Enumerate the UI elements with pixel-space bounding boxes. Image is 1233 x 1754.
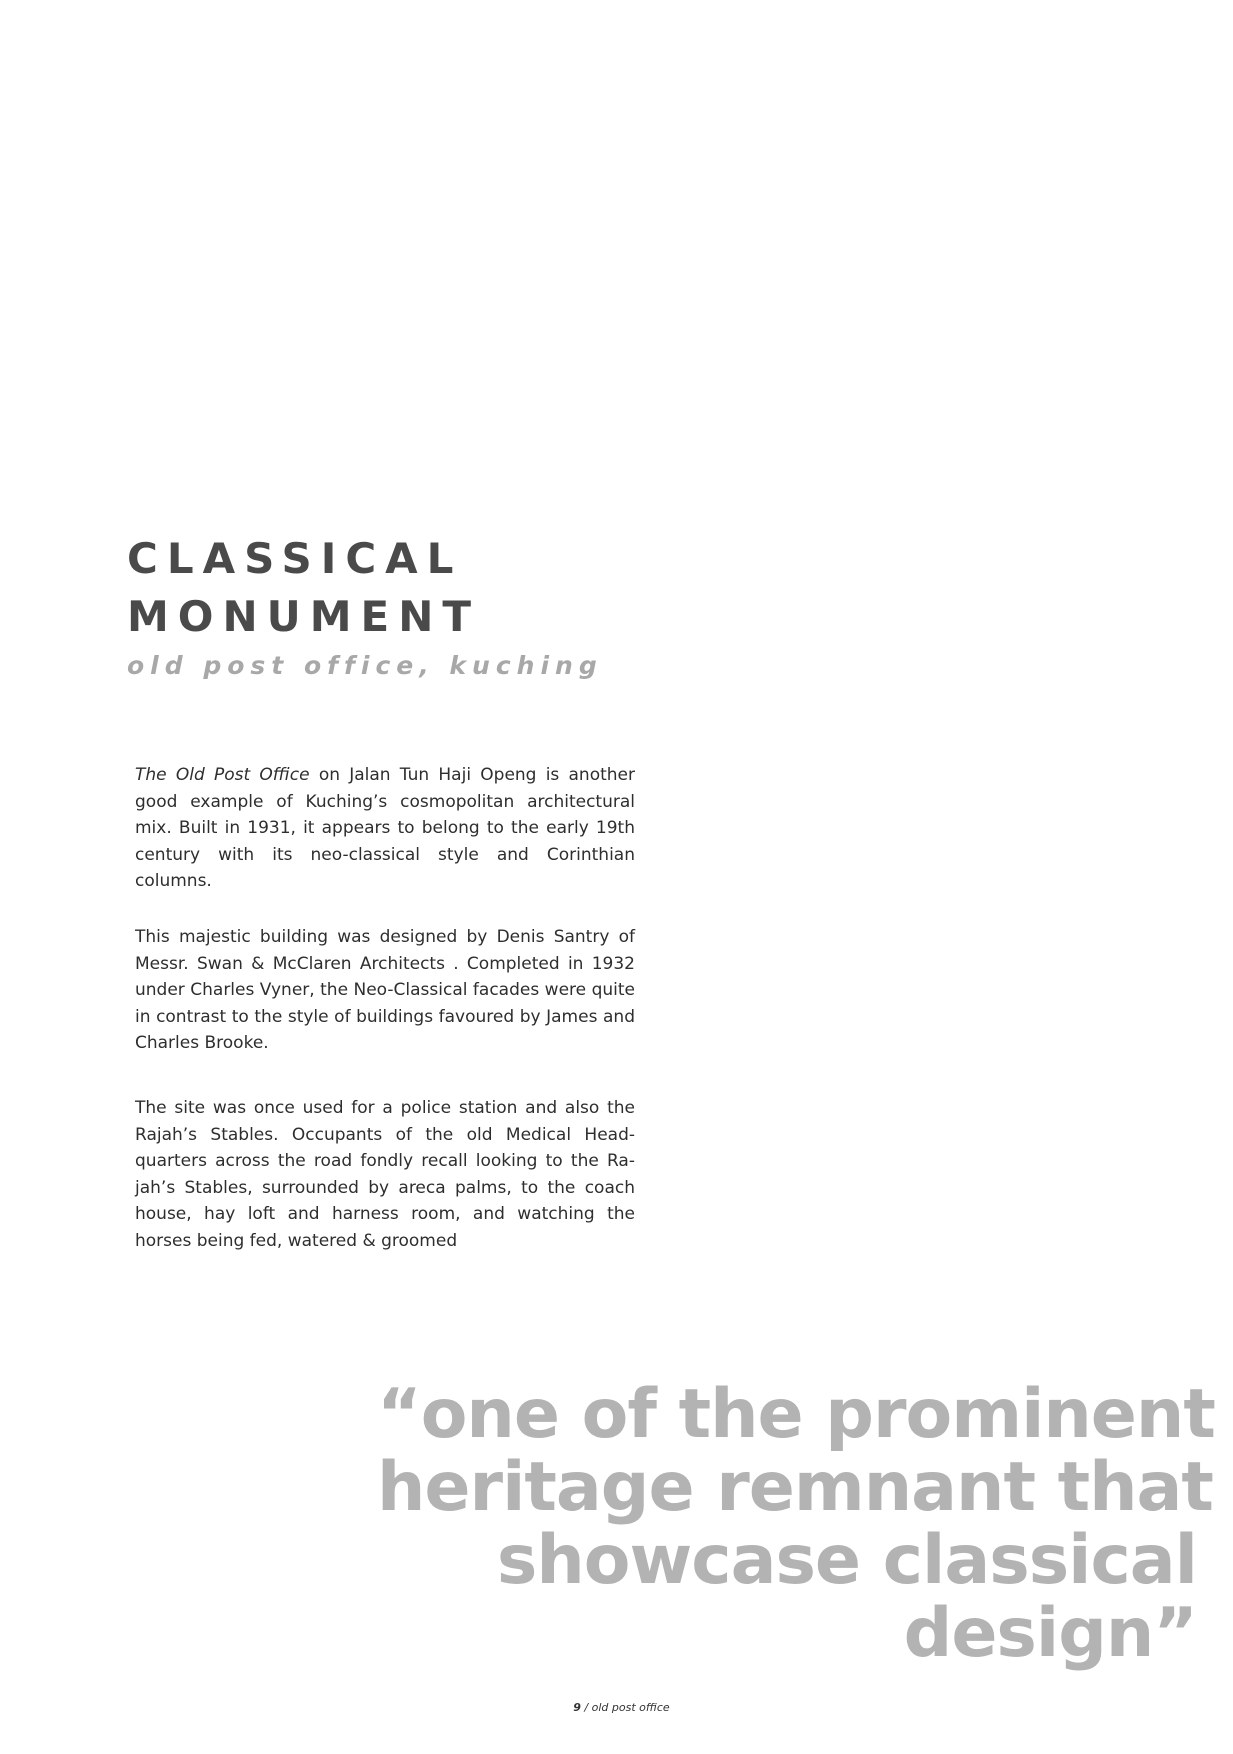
footer-section-name: old post office: [591, 1701, 670, 1714]
footer-separator: /: [580, 1701, 592, 1714]
page-subtitle: old post office, kuching: [127, 651, 603, 680]
page-footer: [0, 1701, 1233, 1714]
paragraph-site-history: The site was once used for a police station and also the Rajah’s Stables. Occupants of the old Medical Head-quarters across the road fondly recall looking to the Ra-jah’s Stables, surrounded by areca palms, to the coach house, hay loft and harness room, and watching the horses being fed, watered & groomed: [135, 1098, 635, 1251]
title-line-2: MONUMENT: [127, 592, 481, 641]
title-line-1: CLASSICAL: [127, 534, 463, 583]
pull-quote-line-1: “one of the prominent: [377, 1375, 1215, 1454]
pull-quote-line-4: design”: [903, 1594, 1197, 1673]
pull-quote-line-3: showcase classical: [496, 1521, 1197, 1600]
paragraph-design: This majestic building was designed by Denis Santry of Messr. Swan & McClaren Architects . Completed in 1932 under Charles Vyner, the Neo-Classical facades were quite in contrast to the style of buildings favoured by James and Charles Brooke.: [135, 927, 635, 1053]
pull-quote-line-2: heritage remnant that: [377, 1448, 1213, 1527]
paragraph-intro: [135, 762, 635, 895]
pull-quote: [377, 1375, 1215, 1673]
paragraph-intro-text: on Jalan Tun Haji Openg is another good example of Kuching’s cosmopolitan architectural mix. Built in 1931, it appears to belong to the early 19th century with its neo-classical style and Corinthian columns.: [135, 765, 636, 891]
paragraph-intro-italic: The Old Post Office: [135, 765, 310, 785]
page-title: [127, 530, 480, 646]
page-number: 9: [573, 1701, 581, 1714]
